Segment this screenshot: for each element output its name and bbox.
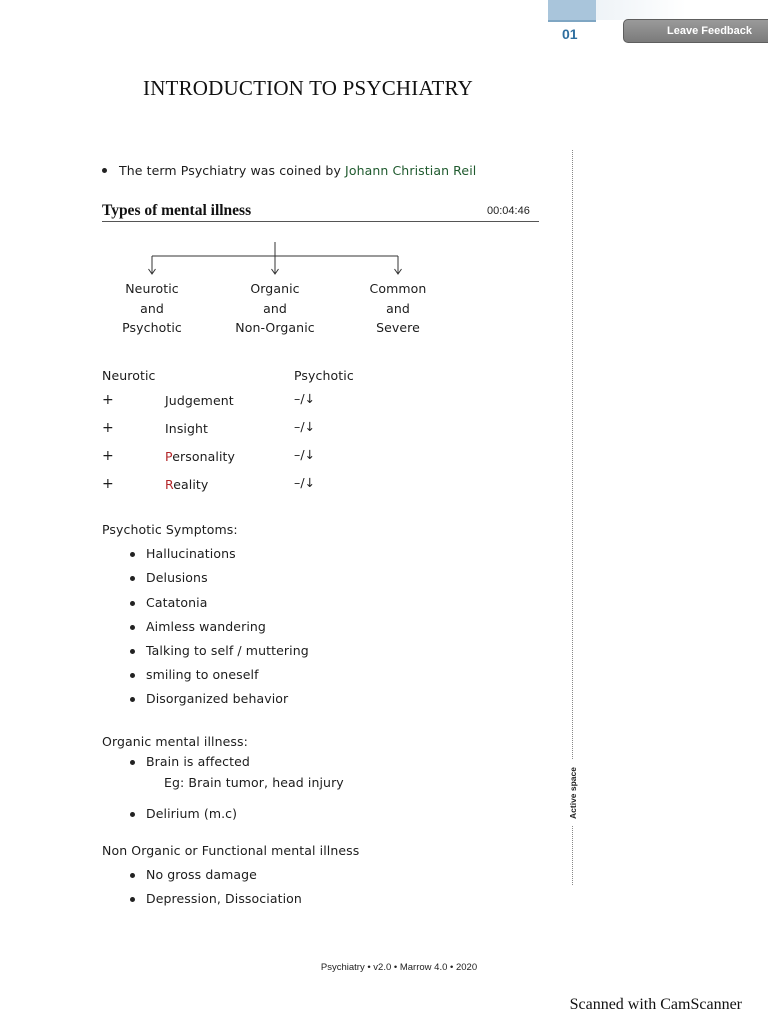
bullet-icon [130, 812, 135, 817]
bullet-icon [130, 552, 135, 557]
label-rest: udgement [168, 393, 234, 408]
label-initial: I [165, 421, 169, 436]
non-organic-heading: Non Organic or Functional mental illness [102, 843, 360, 858]
comparison-label [165, 449, 235, 464]
comparison-value: –/↓ [294, 475, 316, 490]
type-line: Severe [376, 320, 420, 335]
page-title: INTRODUCTION TO PSYCHIATRY [143, 76, 473, 100]
bullet-icon [130, 649, 135, 654]
bullet-icon [130, 760, 135, 765]
bullet-icon [130, 697, 135, 702]
bullet-icon [130, 673, 135, 678]
comparison-label [165, 421, 208, 436]
bullet-icon [130, 601, 135, 606]
type-line: and [263, 300, 287, 316]
label-rest: eality [173, 477, 209, 492]
coined-name: Johann Christian Reil [345, 163, 477, 178]
page-footer: Psychiatry • v2.0 • Marrow 4.0 • 2020 [320, 962, 478, 973]
bullet-icon [102, 168, 107, 173]
page-number: 01 [562, 26, 578, 42]
comparison-value: –/↓ [294, 391, 316, 406]
type-neurotic-psychotic [97, 279, 207, 338]
list-item-text: Talking to self / muttering [146, 643, 309, 658]
list-item-text: Disorganized behavior [146, 691, 289, 706]
page-tab-indicator [548, 0, 596, 22]
list-item-text: No gross damage [146, 867, 257, 882]
video-timestamp[interactable]: 00:04:46 [487, 205, 530, 217]
comparison-plus: + [102, 448, 114, 464]
type-organic-nonorganic [220, 279, 330, 338]
type-line: Non-Organic [235, 320, 315, 335]
comparison-plus: + [102, 476, 114, 492]
list-item-text: Catatonia [146, 595, 208, 610]
type-line: and [386, 300, 410, 316]
type-line: Common [369, 281, 427, 296]
active-space-label: Active space [568, 767, 578, 819]
type-common-severe [343, 279, 453, 338]
list-item-text: Delirium (m.c) [146, 806, 238, 821]
list-item-text: Aimless wandering [146, 619, 266, 634]
arrow-down-icon [272, 269, 279, 274]
comparison-right-header: Psychotic [294, 368, 354, 383]
list-item-text: Delusions [146, 570, 208, 585]
type-line: and [140, 300, 164, 316]
organic-example: Eg: Brain tumor, head injury [164, 775, 344, 790]
bullet-icon [130, 873, 135, 878]
type-line: Neurotic [125, 281, 179, 296]
bullet-icon [130, 625, 135, 630]
arrow-down-icon [395, 269, 402, 274]
types-heading: Types of mental illness [102, 202, 252, 219]
list-item-text: Hallucinations [146, 546, 236, 561]
bullet-icon [130, 897, 135, 902]
label-initial: R [165, 477, 174, 492]
bullet-icon [130, 576, 135, 581]
leave-feedback-button[interactable]: Leave Feedback [623, 19, 768, 43]
comparison-label [165, 477, 208, 492]
arrow-down-icon [149, 269, 156, 274]
comparison-plus: + [102, 420, 114, 436]
coined-prefix: The term Psychiatry was coined by [119, 163, 341, 178]
list-item-text: Brain is affected [146, 754, 250, 769]
label-rest: ersonality [172, 449, 236, 464]
scanner-watermark: Scanned with CamScanner [569, 996, 742, 1013]
label-initial: J [165, 393, 169, 408]
active-space-label-wrap [560, 760, 586, 826]
comparison-plus: + [102, 392, 114, 408]
label-rest: nsight [168, 421, 209, 436]
organic-heading: Organic mental illness: [102, 734, 248, 749]
type-line: Organic [250, 281, 300, 296]
type-line: Psychotic [122, 320, 182, 335]
comparison-left-header: Neurotic [102, 368, 156, 383]
list-item-text: smiling to oneself [146, 667, 259, 682]
coined-text [119, 163, 476, 178]
comparison-label [165, 393, 234, 408]
page-tab-fade [596, 0, 686, 20]
heading-divider [102, 221, 539, 222]
comparison-value: –/↓ [294, 447, 316, 462]
label-initial: P [165, 449, 173, 464]
psychotic-symptoms-heading: Psychotic Symptoms: [102, 522, 238, 537]
list-item-text: Depression, Dissociation [146, 891, 302, 906]
comparison-value: –/↓ [294, 419, 316, 434]
